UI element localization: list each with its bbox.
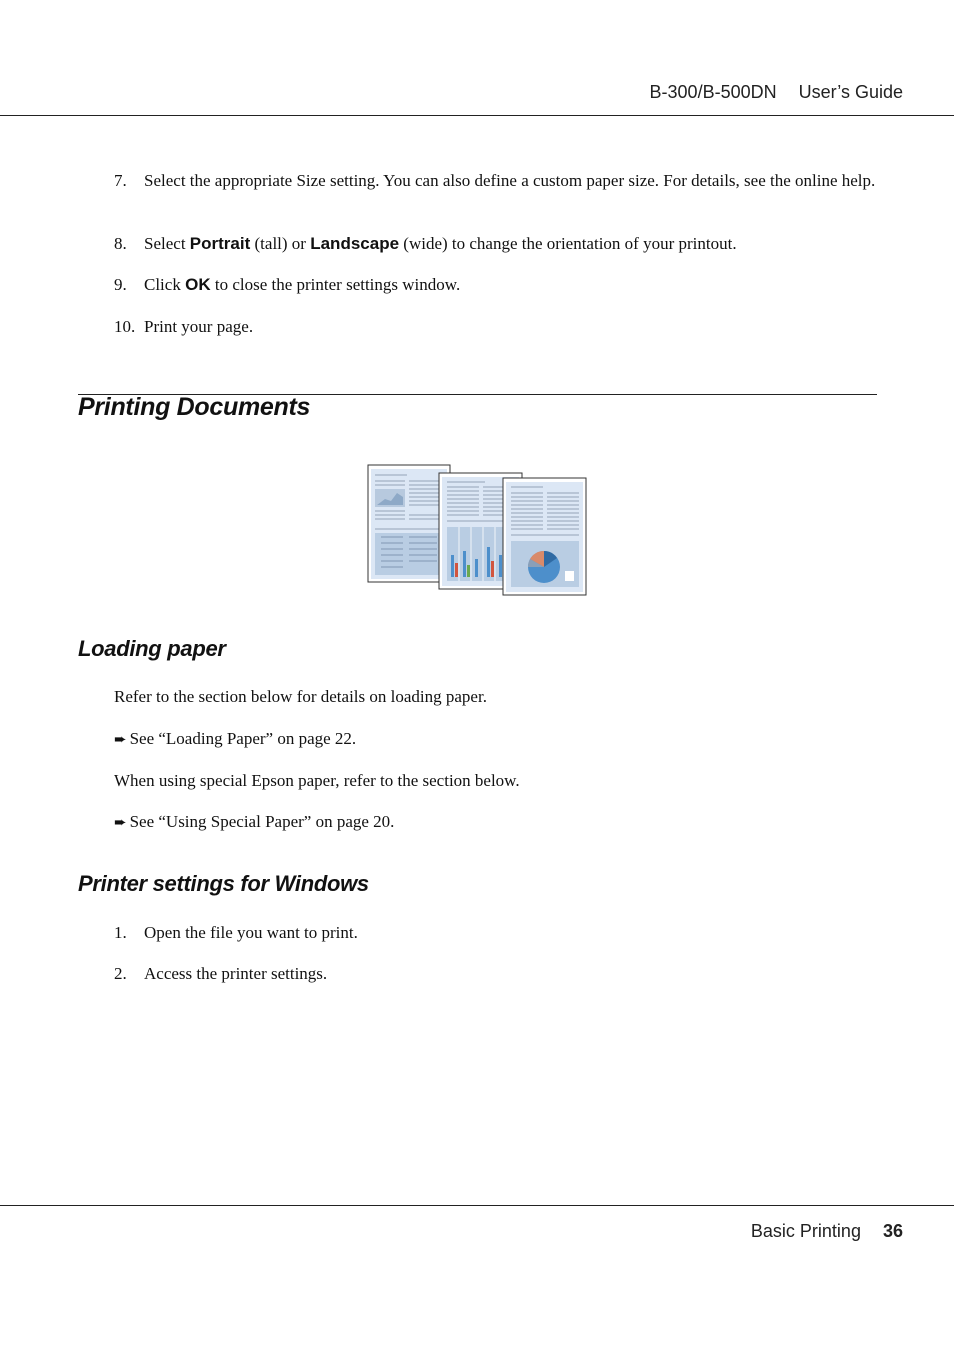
step-text: Select Portrait (tall) or Landscape (wide) to change the orientation of your printout.	[144, 234, 737, 253]
loading-paper-heading: Loading paper	[78, 636, 226, 661]
arrow-right-icon: ➨	[114, 730, 127, 748]
step-number: 9.	[114, 275, 127, 294]
step-text: Select the appropriate Size setting. You can also define a custom paper size. For details, see the online help.	[144, 171, 876, 190]
step-7	[114, 170, 876, 191]
step-number: 7.	[114, 171, 127, 190]
header-rule	[0, 115, 954, 116]
step-8	[114, 233, 876, 254]
loading-paper-ref[interactable]: See “Loading Paper” on page 22.	[129, 729, 357, 748]
portrait-label: Portrait	[189, 234, 251, 253]
special-paper-intro: When using special Epson paper, refer to the section below.	[114, 771, 520, 790]
step-number: 10.	[114, 317, 136, 336]
windows-settings-heading: Printer settings for Windows	[78, 871, 369, 896]
header-model: B-300/B-500DN	[649, 82, 777, 102]
windows-step-2	[114, 963, 876, 984]
step-number: 1.	[114, 923, 127, 942]
step-text: Open the file you want to print.	[144, 923, 358, 942]
section-title: Printing Documents	[78, 393, 311, 421]
step-10	[114, 316, 876, 337]
special-paper-ref[interactable]: See “Using Special Paper” on page 20.	[129, 812, 395, 831]
step-text: Click OK to close the printer settings window.	[144, 275, 461, 294]
arrow-right-icon: ➨	[114, 813, 127, 831]
landscape-label: Landscape	[310, 234, 400, 253]
loading-paper-intro: Refer to the section below for details on loading paper.	[114, 687, 487, 706]
page-thumbnail-1	[368, 465, 450, 582]
page-number: 36	[882, 1221, 903, 1241]
ok-label: OK	[185, 275, 211, 294]
step-number: 8.	[114, 234, 127, 253]
step-text: Print your page.	[144, 317, 254, 336]
printed-pages-illustration	[367, 463, 589, 598]
step-9	[114, 274, 876, 295]
running-footer	[751, 1221, 903, 1242]
header-guide: User’s Guide	[798, 82, 903, 102]
special-paper-link[interactable]	[114, 811, 394, 833]
footer-section: Basic Printing	[750, 1221, 861, 1241]
step-text: Access the printer settings.	[144, 964, 328, 983]
windows-step-1	[114, 922, 876, 943]
running-header	[650, 82, 903, 103]
loading-paper-link[interactable]	[114, 728, 356, 750]
footer-rule	[0, 1205, 954, 1206]
page-thumbnail-3	[503, 478, 586, 595]
step-number: 2.	[114, 964, 127, 983]
